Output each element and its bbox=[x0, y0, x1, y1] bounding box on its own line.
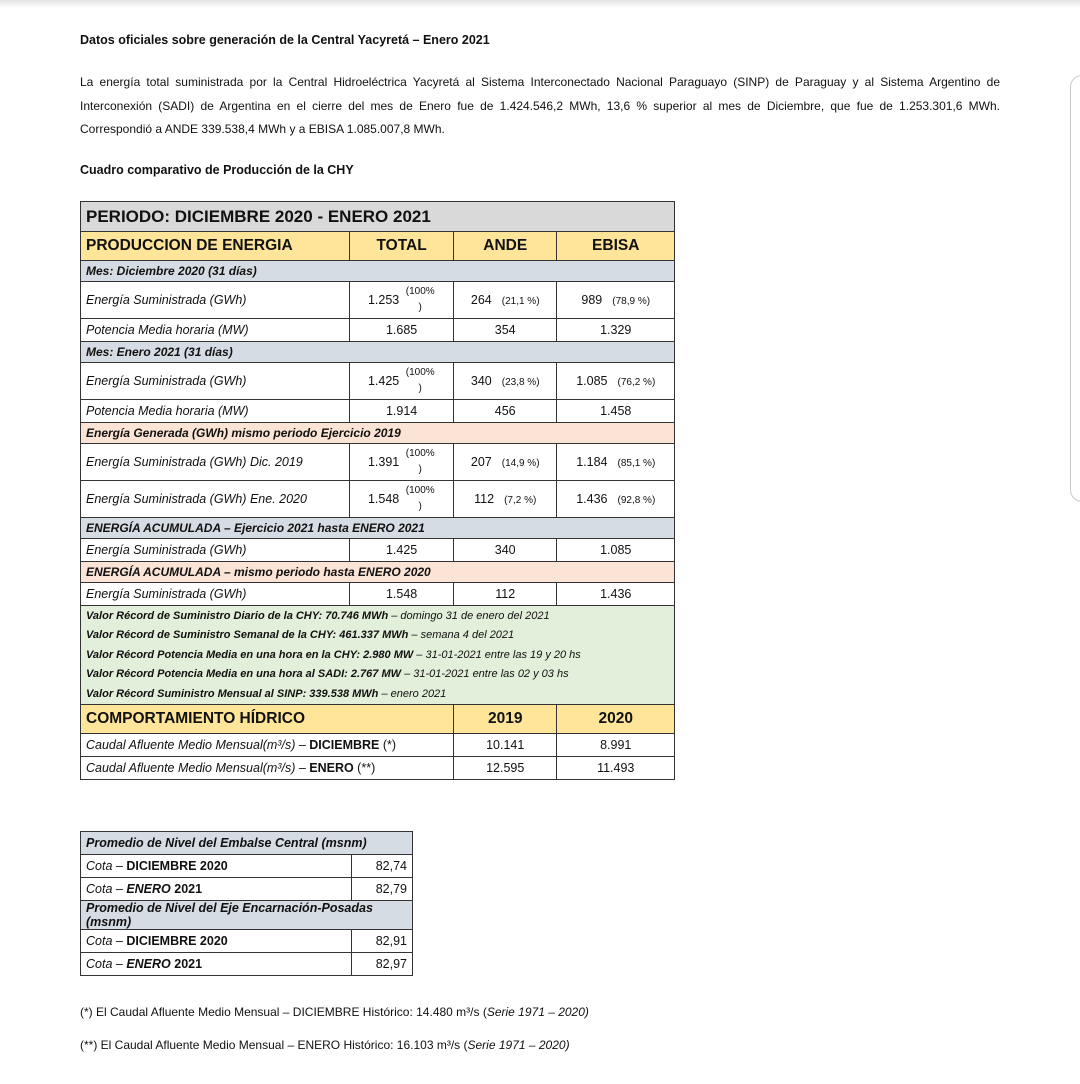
side-panel[interactable] bbox=[1070, 75, 1080, 502]
table-row bbox=[81, 539, 675, 562]
record-cell bbox=[81, 665, 675, 685]
ande-value: 207 bbox=[470, 455, 492, 469]
total-pct: (100% ) bbox=[405, 367, 435, 394]
record-cell bbox=[81, 645, 675, 665]
record-row bbox=[81, 684, 675, 704]
header-row bbox=[81, 232, 675, 261]
level-value: 82,74 bbox=[352, 855, 413, 878]
total-value: 1.548 bbox=[367, 492, 400, 506]
table-row bbox=[81, 756, 675, 779]
section-row bbox=[81, 901, 413, 930]
value-2020: 11.493 bbox=[557, 756, 675, 779]
row-label: Energía Suministrada (GWh) Ene. 2020 bbox=[81, 481, 350, 518]
ande-value: 340 bbox=[453, 539, 557, 562]
section-jan2021: Mes: Enero 2021 (31 días) bbox=[81, 342, 675, 363]
ebisa-cell bbox=[557, 481, 675, 518]
total-pct: (100% ) bbox=[405, 485, 435, 512]
header-hidrico: COMPORTAMIENTO HÍDRICO bbox=[81, 704, 454, 733]
record-cell bbox=[81, 606, 675, 626]
ande-cell bbox=[453, 282, 557, 319]
ebisa-value: 1.085 bbox=[576, 374, 608, 388]
header-produccion: PRODUCCION DE ENERGIA bbox=[81, 232, 350, 261]
document-title: Datos oficiales sobre generación de la Central Yacyretá – Enero 2021 bbox=[80, 33, 490, 47]
table-row bbox=[81, 878, 413, 901]
month-label: ENERO bbox=[126, 957, 171, 971]
total-cell bbox=[350, 282, 454, 319]
section-acum2021: ENERGÍA ACUMULADA – Ejercicio 2021 hasta ENERO 2021 bbox=[81, 518, 675, 539]
row-label bbox=[81, 756, 454, 779]
ebisa-pct: (85,1 %) bbox=[617, 458, 656, 469]
table-row bbox=[81, 855, 413, 878]
section-row bbox=[81, 562, 675, 583]
record-cell bbox=[81, 626, 675, 646]
month-label: DICIEMBRE 2020 bbox=[126, 934, 228, 948]
record-detail: – semana 4 del 2021 bbox=[408, 629, 515, 642]
total-value: 1.391 bbox=[367, 455, 400, 469]
table-row bbox=[81, 953, 413, 976]
total-value: 1.253 bbox=[367, 293, 400, 307]
period-row bbox=[81, 202, 675, 232]
table-row bbox=[81, 481, 675, 518]
header-ande: ANDE bbox=[453, 232, 557, 261]
production-table bbox=[80, 201, 675, 780]
cota-prefix: Cota – bbox=[86, 957, 127, 971]
row-label: Energía Suministrada (GWh) bbox=[81, 282, 350, 319]
ande-value: 112 bbox=[453, 583, 557, 606]
level-value: 82,79 bbox=[352, 878, 413, 901]
level-value: 82,91 bbox=[352, 930, 413, 953]
total-value: 1.425 bbox=[350, 539, 454, 562]
header-total: TOTAL bbox=[350, 232, 454, 261]
ande-cell bbox=[453, 444, 557, 481]
table-row bbox=[81, 400, 675, 423]
header-2020: 2020 bbox=[557, 704, 675, 733]
ande-pct: (7,2 %) bbox=[504, 495, 537, 506]
value-2019: 12.595 bbox=[453, 756, 557, 779]
ebisa-value: 1.458 bbox=[557, 400, 675, 423]
table-row bbox=[81, 444, 675, 481]
footnote-diciembre bbox=[80, 1005, 589, 1019]
table-subtitle: Cuadro comparativo de Producción de la CHY bbox=[80, 163, 354, 177]
section-row bbox=[81, 518, 675, 539]
row-label: Energía Suministrada (GWh) bbox=[81, 363, 350, 400]
section-embalse: Promedio de Nivel del Embalse Central (msnm) bbox=[81, 832, 413, 855]
intro-paragraph: La energía total suministrada por la Central Hidroeléctrica Yacyretá al Sistema Interconectado Nacional Paraguayo (SINP) de Paraguay y al Sistema Argentino de Interconexión (SADI) de Argentina en el cierre del mes de Enero fue de 1.424.546,2 MWh, 13,6 % superior al mes de Diciembre, que fue de 1.253.301,6 MWh. Correspondió a ANDE 339.538,4 MWh y a EBISA 1.085.007,8 MWh. bbox=[80, 75, 1000, 136]
month-label: DICIEMBRE bbox=[309, 737, 380, 752]
month-label: ENERO bbox=[126, 882, 171, 896]
record-label: Valor Récord Suministro Mensual al SINP: 339.538 MWh bbox=[86, 687, 379, 700]
ebisa-value: 1.329 bbox=[557, 319, 675, 342]
row-label: Potencia Media horaria (MW) bbox=[81, 319, 350, 342]
ebisa-value: 1.436 bbox=[576, 492, 608, 506]
total-cell bbox=[350, 444, 454, 481]
ebisa-value: 1.184 bbox=[576, 455, 608, 469]
section-row bbox=[81, 423, 675, 444]
record-label: Valor Récord de Suministro Semanal de la CHY: 461.337 MWh bbox=[86, 629, 409, 642]
section-row bbox=[81, 832, 413, 855]
value-2019: 10.141 bbox=[453, 733, 557, 756]
total-value: 1.425 bbox=[367, 374, 400, 388]
footnote-mark: (**) bbox=[353, 760, 376, 775]
total-value: 1.914 bbox=[350, 400, 454, 423]
ebisa-value: 1.436 bbox=[557, 583, 675, 606]
header-2019: 2019 bbox=[453, 704, 557, 733]
table-row bbox=[81, 363, 675, 400]
table-row bbox=[81, 319, 675, 342]
total-pct: (100% ) bbox=[405, 286, 435, 313]
record-detail: – enero 2021 bbox=[378, 687, 447, 700]
section-prev: Energía Generada (GWh) mismo periodo Ejercicio 2019 bbox=[81, 423, 675, 444]
year-label: 2021 bbox=[170, 957, 203, 971]
level-value: 82,97 bbox=[352, 953, 413, 976]
year-label: 2021 bbox=[170, 882, 203, 896]
total-cell bbox=[350, 363, 454, 400]
record-row bbox=[81, 665, 675, 685]
table-row bbox=[81, 733, 675, 756]
total-value: 1.685 bbox=[350, 319, 454, 342]
cota-prefix: Cota – bbox=[86, 882, 127, 896]
ebisa-value: 1.085 bbox=[557, 539, 675, 562]
footnote-text: (**) El Caudal Afluente Medio Mensual – ENERO Histórico: 16.103 m³/s ( bbox=[80, 1038, 468, 1052]
row-label: Energía Suministrada (GWh) bbox=[81, 539, 350, 562]
record-row bbox=[81, 645, 675, 665]
section-eje: Promedio de Nivel del Eje Encarnación-Posadas (msnm) bbox=[81, 901, 413, 930]
period-label: PERIODO: DICIEMBRE 2020 - ENERO 2021 bbox=[81, 202, 675, 232]
section-row bbox=[81, 261, 675, 282]
section-row bbox=[81, 342, 675, 363]
record-label: Valor Récord Potencia Media en una hora al SADI: 2.767 MW bbox=[86, 668, 402, 681]
ebisa-value: 989 bbox=[581, 293, 603, 307]
ande-cell bbox=[453, 363, 557, 400]
ebisa-cell bbox=[557, 363, 675, 400]
record-label: Valor Récord Potencia Media en una hora en la CHY: 2.980 MW bbox=[86, 648, 414, 661]
record-detail: – domingo 31 de enero del 2021 bbox=[388, 609, 550, 622]
ande-pct: (23,8 %) bbox=[501, 377, 540, 388]
ande-value: 456 bbox=[453, 400, 557, 423]
ande-cell bbox=[453, 481, 557, 518]
ebisa-pct: (78,9 %) bbox=[612, 296, 651, 307]
month-label: ENERO bbox=[309, 760, 354, 775]
level-table bbox=[80, 831, 413, 976]
table-row bbox=[81, 282, 675, 319]
table-row bbox=[81, 583, 675, 606]
value-2020: 8.991 bbox=[557, 733, 675, 756]
total-pct: (100% ) bbox=[405, 448, 435, 475]
ande-value: 340 bbox=[470, 374, 492, 388]
header-ebisa: EBISA bbox=[557, 232, 675, 261]
section-acum2020: ENERGÍA ACUMULADA – mismo periodo hasta ENERO 2020 bbox=[81, 562, 675, 583]
record-row bbox=[81, 626, 675, 646]
row-label: Energía Suministrada (GWh) Dic. 2019 bbox=[81, 444, 350, 481]
ande-value: 354 bbox=[453, 319, 557, 342]
row-label: Potencia Media horaria (MW) bbox=[81, 400, 350, 423]
record-cell bbox=[81, 684, 675, 704]
ebisa-cell bbox=[557, 444, 675, 481]
ande-pct: (14,9 %) bbox=[501, 458, 540, 469]
row-label bbox=[81, 733, 454, 756]
record-row bbox=[81, 606, 675, 626]
footnote-mark: (*) bbox=[379, 737, 397, 752]
record-detail: – 31-01-2021 entre las 02 y 03 hs bbox=[401, 668, 569, 681]
section-dec2020: Mes: Diciembre 2020 (31 días) bbox=[81, 261, 675, 282]
ebisa-cell bbox=[557, 282, 675, 319]
ande-value: 112 bbox=[474, 492, 495, 506]
footnote-series: Serie 1971 – 2020) bbox=[486, 1005, 589, 1019]
caudal-label: Caudal Afluente Medio Mensual(m³/s) – bbox=[86, 737, 310, 752]
record-detail: – 31-01-2021 entre las 19 y 20 hs bbox=[413, 648, 581, 661]
hidrico-header-row bbox=[81, 704, 675, 733]
table-row bbox=[81, 930, 413, 953]
row-label bbox=[81, 878, 352, 901]
cota-prefix: Cota – bbox=[86, 934, 127, 948]
month-label: DICIEMBRE 2020 bbox=[126, 859, 228, 873]
row-label: Energía Suministrada (GWh) bbox=[81, 583, 350, 606]
ande-value: 264 bbox=[470, 293, 492, 307]
caudal-label: Caudal Afluente Medio Mensual(m³/s) – bbox=[86, 760, 310, 775]
ande-pct: (21,1 %) bbox=[501, 296, 540, 307]
total-value: 1.548 bbox=[350, 583, 454, 606]
record-label: Valor Récord de Suministro Diario de la CHY: 70.746 MWh bbox=[86, 609, 389, 622]
ebisa-pct: (92,8 %) bbox=[617, 495, 656, 506]
footnote-series: Serie 1971 – 2020) bbox=[467, 1038, 570, 1052]
footnote-text: (*) El Caudal Afluente Medio Mensual – DICIEMBRE Histórico: 14.480 m³/s ( bbox=[80, 1005, 487, 1019]
ebisa-pct: (76,2 %) bbox=[617, 377, 656, 388]
top-shadow bbox=[0, 0, 1080, 8]
cota-prefix: Cota – bbox=[86, 859, 127, 873]
row-label bbox=[81, 855, 352, 878]
row-label bbox=[81, 953, 352, 976]
footnote-enero bbox=[80, 1038, 570, 1052]
total-cell bbox=[350, 481, 454, 518]
row-label bbox=[81, 930, 352, 953]
